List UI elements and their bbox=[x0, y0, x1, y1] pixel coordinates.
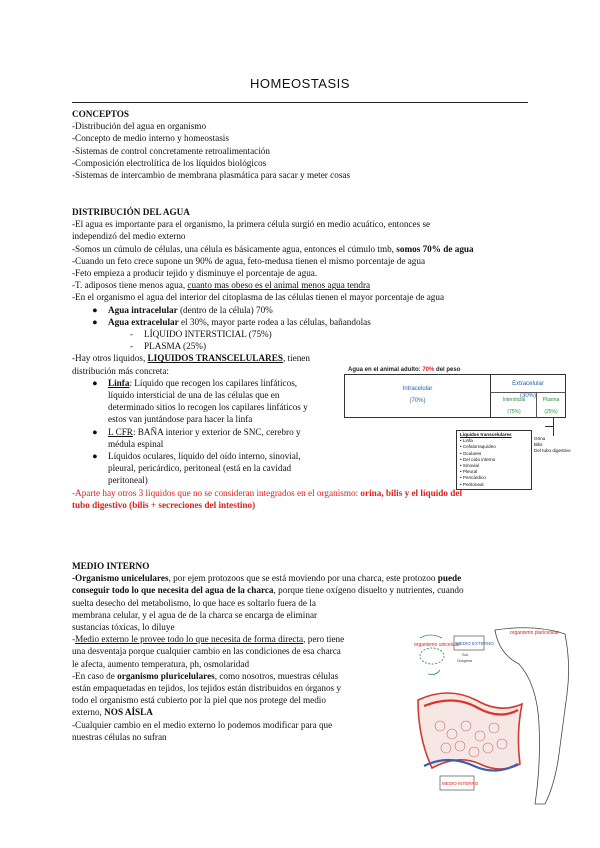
protozoo-cell bbox=[420, 648, 444, 664]
conceptos-heading: CONCEPTOS bbox=[72, 109, 130, 119]
paragraph: -En el organismo el agua del interior del citoplasma de las células tienen el mayor porcentaje de agua bbox=[72, 292, 445, 303]
list-item: • Sinovial bbox=[460, 463, 479, 469]
paragraph: -Organismo unicelulares, por ejem protozoos que se está moviendo por una charca, este protozoo puede bbox=[72, 573, 462, 584]
extracellular-label: Extracelular (30%) bbox=[512, 381, 544, 400]
bullet-item-cont: determinado sitios lo recogen los capilares linfáticos y bbox=[108, 402, 308, 413]
paragraph: -El agua es importante para el organismo, la primera célula surgió en medio acuático, entonces se bbox=[72, 219, 431, 230]
medio-heading: MEDIO INTERNO bbox=[72, 561, 150, 571]
paragraph: -Medio externo le provee todo lo que necesita de forma directa, pero tiene bbox=[72, 634, 345, 645]
other-fluids-list bbox=[534, 436, 571, 455]
bullet-item-cont: líquido intersticial de una de las células que en bbox=[108, 390, 280, 401]
bullet-item: ● Líquidos oculares, líquido del oído interno, sinovial, bbox=[92, 451, 301, 462]
plasma-label: Plasma (25%) bbox=[542, 397, 560, 416]
sub-item: - LÍQUIDO INTERSTICIAL (75%) bbox=[130, 329, 272, 340]
transcellular-list: Líquidos transcelulares • Linfa • Cefalorraquídeo • Oculares • Del oído interno • Sinovial • Pleural • Pericárdico • Peritoneal bbox=[456, 430, 532, 490]
paragraph: membrana celular, y el agua de de la charca se encarga de eliminar bbox=[72, 609, 318, 620]
arrow-green bbox=[428, 670, 440, 675]
paragraph: -Cualquier cambio en el medio externo lo podemos modificar para que bbox=[72, 719, 333, 730]
list-item: • Linfa bbox=[460, 438, 473, 444]
page-title: HOMEOSTASIS bbox=[250, 76, 350, 91]
medio-interno-diagram bbox=[410, 626, 580, 840]
concepto-item: -Sistemas de intercambio de membrana plasmática para sacar y meter cosas bbox=[72, 170, 351, 181]
list-item: • Del oído interno bbox=[460, 456, 496, 462]
paragraph: están empaquetadas en tejidos, los tejidos están distribuidos en órganos y bbox=[72, 683, 342, 694]
arrow bbox=[545, 426, 553, 427]
label-sol: Sol bbox=[462, 652, 468, 657]
concepto-item: -Concepto de medio interno y homeostasis bbox=[72, 133, 229, 144]
label-interno: MEDIO INTERNO bbox=[442, 781, 479, 786]
red-paragraph: -Aparte hay otros 3 líquidos que no se consideran integrados en el organismo: orina, bilis y el líquido del bbox=[72, 487, 463, 498]
interstitial-label: Intersticial (75%) bbox=[502, 397, 526, 416]
label-unicelular: organismo unicelular bbox=[414, 642, 461, 648]
paragraph: -Hay otros liquidos, LIQUIDOS TRANSCELULARES, tienen bbox=[72, 353, 310, 364]
list-item: Del tubo digestivo bbox=[534, 448, 571, 454]
label-organos: organismo pluricelular bbox=[510, 630, 559, 636]
bullet-item: ● Agua intracelular (dentro de la célula) 70% bbox=[92, 304, 273, 315]
paragraph: todo el organismo está cubierto por la piel que nos protege del medio bbox=[72, 695, 326, 706]
paragraph: sustancias tóxicas, lo diluye bbox=[72, 622, 175, 633]
paragraph: suelta desecho del metabolismo, lo que hace es soltarlo fuera de la bbox=[72, 597, 316, 608]
bullet-item: ● Agua extracelular el 30%, mayor parte rodea a las células, bañandolas bbox=[92, 316, 371, 327]
paragraph: -Somos un cúmulo de células, una célula es básicamente agua, entonces el cúmulo tmb, somos 70% de agua bbox=[72, 243, 474, 254]
divider bbox=[490, 392, 566, 393]
concepto-item: -Sistemas de control concretamente retroalimentación bbox=[72, 145, 270, 156]
bullet-item: ● Linfa: Líquido que recogen los capilares linfáticos, bbox=[92, 377, 298, 388]
list-item: Orina bbox=[534, 436, 546, 441]
paragraph: independizó del medio externo bbox=[72, 231, 186, 242]
paragraph: nuestras células no sufran bbox=[72, 731, 167, 742]
concepto-item: -Composición electrolítica de los líquidos biológicos bbox=[72, 157, 267, 168]
bullet-item-cont: pleural, pericárdico, peritoneal (está en la cavidad bbox=[108, 463, 292, 474]
paragraph: externo, NOS AÍSLA bbox=[72, 707, 153, 718]
concepto-item: -Distribución del agua en organismo bbox=[72, 121, 207, 132]
water-distribution-diagram bbox=[340, 364, 572, 487]
list-item: • Cefalorraquídeo bbox=[460, 444, 496, 450]
paragraph: -Cuando un feto crece supone un 90% de agua, feto-medusa tienen el mismo porcentaje de agua bbox=[72, 255, 426, 266]
bullet-item: ● L CFR: BAÑA interior y exterior de SNC, cerebro y bbox=[92, 426, 301, 437]
label-oxigeno: Oxígeno bbox=[457, 658, 473, 663]
paragraph: una desventaja porque cualquier cambio en las condiciones de esa charca bbox=[72, 646, 341, 657]
list-item: • Pleural bbox=[460, 469, 478, 475]
arrow bbox=[553, 418, 554, 436]
distribucion-heading: DISTRIBUCIÓN DEL AGUA bbox=[72, 207, 190, 217]
paragraph: -T. adiposos tiene menos agua, cuanto mas obeso es el animal menos agua tendra bbox=[72, 280, 371, 291]
paragraph: -Feto empieza a producir tejido y disminuye el porcentaje de agua. bbox=[72, 268, 318, 279]
list-item: • Pericárdico bbox=[460, 475, 486, 481]
sub-item: - PLASMA (25%) bbox=[130, 341, 207, 352]
list-item: • Peritoneal bbox=[460, 481, 484, 487]
paragraph: -En caso de organismo pluricelulares, como nosotros, muestras células bbox=[72, 670, 339, 681]
red-paragraph: tubo digestivo (bilis + secreciones del intestino) bbox=[72, 499, 256, 510]
paragraph: le afecta, aumento temperatura, ph, osmolaridad bbox=[72, 658, 250, 669]
bullet-item-cont: médula espinal bbox=[108, 438, 164, 449]
bullet-item-cont: estos van juntándose para hacer la linfa bbox=[108, 414, 253, 425]
list-item: Bilis bbox=[534, 442, 543, 448]
intracellular-box: Intracelular (70%) bbox=[344, 374, 490, 418]
list-item: • Oculares bbox=[460, 450, 482, 456]
bullet-item-cont: peritoneal) bbox=[108, 475, 148, 486]
conceptos-section bbox=[72, 108, 532, 181]
label-externo: MEDIO EXTERNO bbox=[456, 641, 494, 646]
title-divider bbox=[72, 102, 528, 103]
diagram-title: Agua en el animal adulto: 70% del peso bbox=[348, 367, 461, 373]
paragraph: conseguir todo lo que necesita del agua de la charca, porque tiene oxígeno disuelto y nutrientes, cuando bbox=[72, 585, 464, 596]
arrow-green bbox=[420, 635, 442, 638]
paragraph: distribución más concreta: bbox=[72, 365, 169, 376]
